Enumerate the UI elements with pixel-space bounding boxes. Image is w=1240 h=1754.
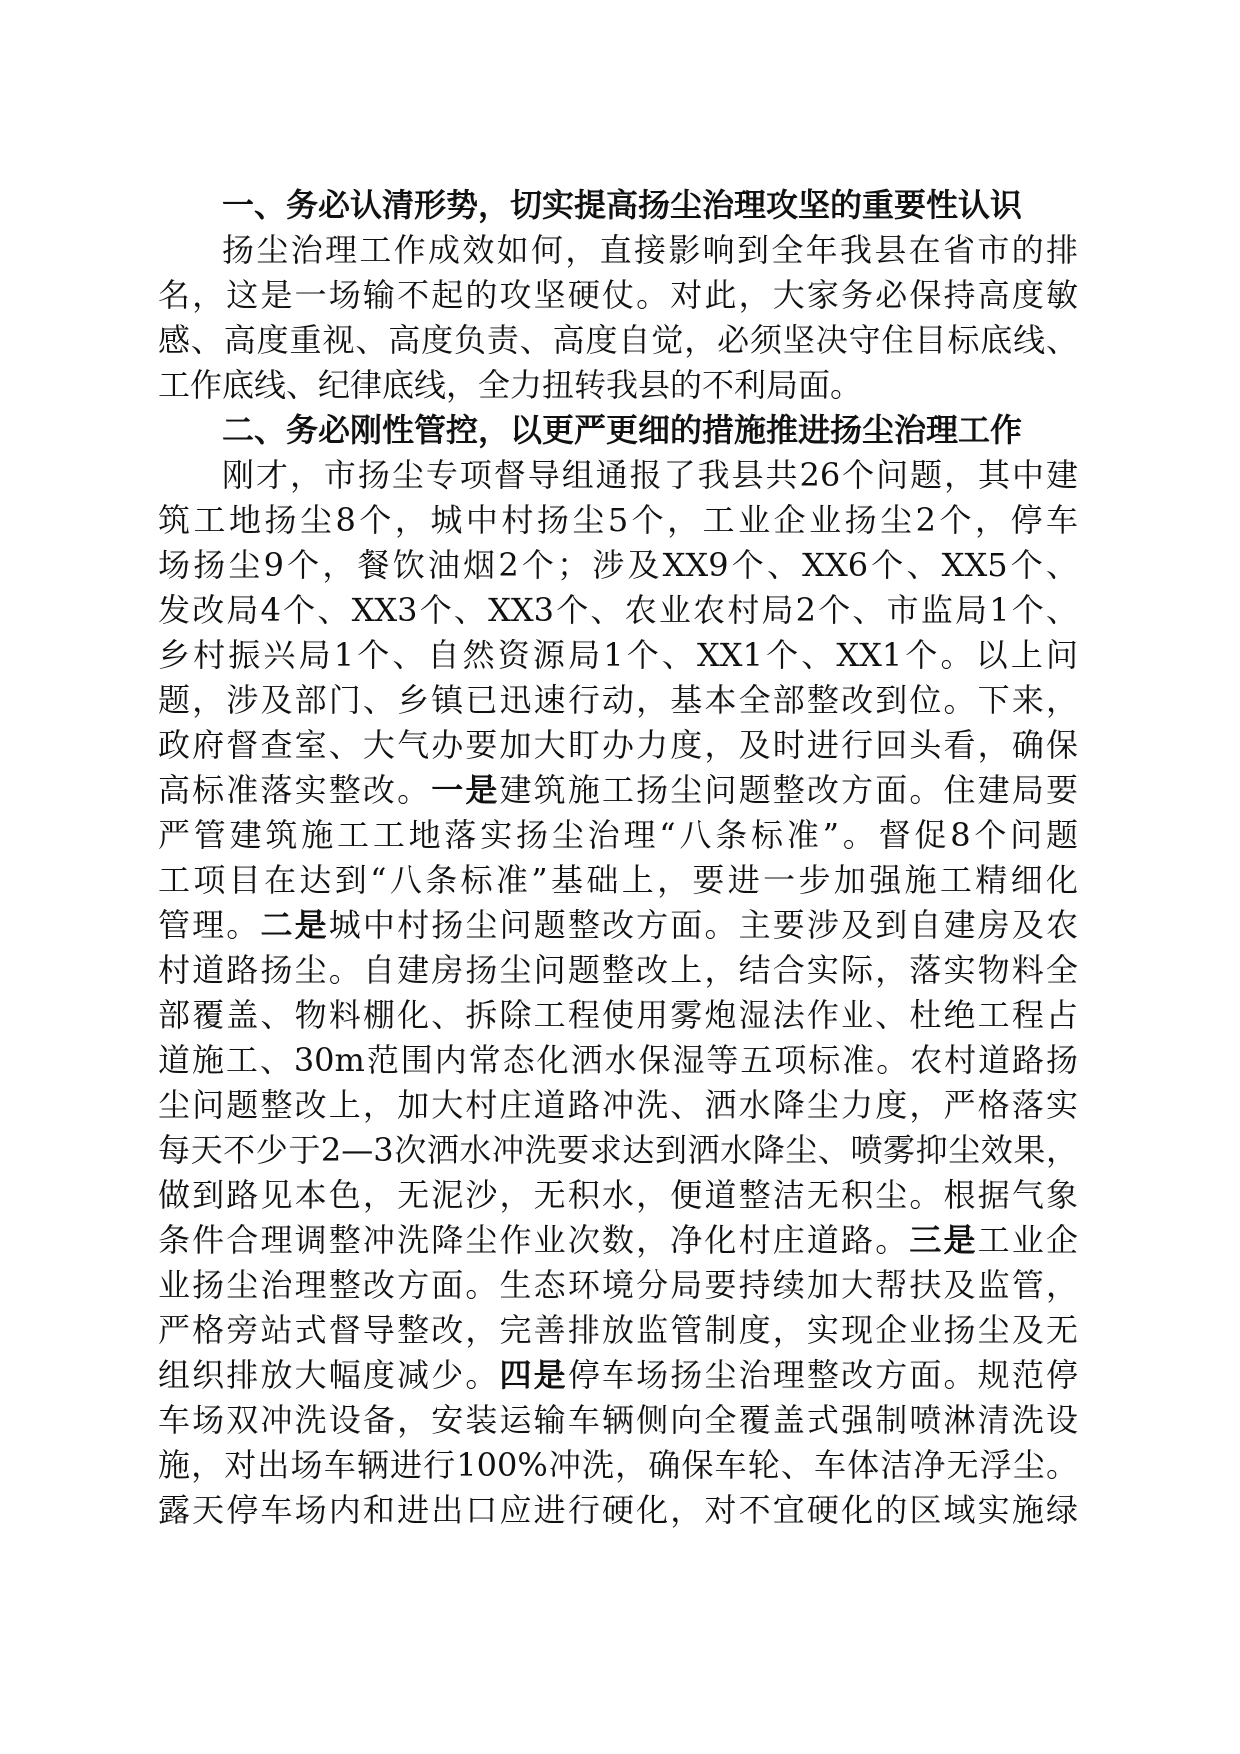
paragraph-2-line: 刚才，市扬尘专项督导组通报了我县共26个问题，其中建 (222, 456, 1078, 494)
paragraph-2-line (158, 1355, 1078, 1395)
paragraph-2-line: 政府督查室、大气办要加大盯办力度，及时进行回头看，确保 (158, 726, 1078, 764)
line-text: 条件合理调整冲洗降尘作业次数，净化村庄道路。 (158, 1221, 910, 1259)
paragraph-1-line: 扬尘治理工作成效如何，直接影响到全年我县在省市的排 (222, 231, 1078, 269)
item-marker-1: 一是 (431, 771, 500, 809)
paragraph-2-line: 乡村振兴局1个、自然资源局1个、XX1个、XX1个。以上问 (158, 636, 1078, 674)
item-marker-4: 四是 (499, 1356, 568, 1394)
section-heading-1: 一、务必认清形势，切实提高扬尘治理攻坚的重要性认识 (222, 186, 1023, 224)
paragraph-2-line: 做到路见本色，无泥沙，无积水，便道整洁无积尘。根据气象 (158, 1176, 1078, 1214)
paragraph-2-line: 题，涉及部门、乡镇已迅速行动，基本全部整改到位。下来， (158, 681, 1078, 719)
paragraph-2-line: 业扬尘治理整改方面。生态环境分局要持续加大帮扶及监管， (158, 1266, 1078, 1304)
paragraph-2-line: 每天不少于2—3次洒水冲洗要求达到洒水降尘、喷雾抑尘效果， (158, 1131, 1078, 1169)
section-heading-2: 二、务必刚性管控，以更严更细的措施推进扬尘治理工作 (222, 411, 1023, 449)
line-text: 高标准落实整改。 (158, 771, 432, 809)
paragraph-2-line: 场扬尘9个，餐饮油烟2个；涉及XX9个、XX6个、XX5个、 (158, 546, 1078, 584)
line-text: 城中村扬尘问题整改方面。主要涉及到自建房及农 (328, 906, 1078, 944)
paragraph-1-line: 工作底线、纪律底线，全力扭转我县的不利局面。 (158, 366, 863, 404)
paragraph-2-line: 工项目在达到“八条标准”基础上，要进一步加强施工精细化 (158, 861, 1078, 899)
paragraph-2-line: 严格旁站式督导整改，完善排放监管制度，实现企业扬尘及无 (158, 1311, 1078, 1349)
line-text: 管理。 (158, 906, 261, 944)
paragraph-1-line: 名，这是一场输不起的攻坚硬仗。对此，大家务必保持高度敏 (158, 276, 1078, 314)
paragraph-2-line: 道施工、30m范围内常态化洒水保湿等五项标准。农村道路扬 (158, 1041, 1078, 1079)
paragraph-2-line: 部覆盖、物料棚化、拆除工程使用雾炮湿法作业、杜绝工程占 (158, 996, 1078, 1034)
paragraph-1-line: 感、高度重视、高度负责、高度自觉，必须坚决守住目标底线、 (158, 321, 1078, 359)
item-marker-3: 三是 (909, 1221, 978, 1259)
paragraph-2-line (158, 1220, 1078, 1260)
paragraph-2-line: 筑工地扬尘8个，城中村扬尘5个，工业企业扬尘2个，停车 (158, 501, 1078, 539)
line-text: 工业企 (977, 1221, 1078, 1259)
paragraph-2-line: 村道路扬尘。自建房扬尘问题整改上，结合实际，落实物料全 (158, 951, 1078, 989)
line-text: 停车场扬尘治理整改方面。规范停 (567, 1356, 1078, 1394)
paragraph-2-line: 施，对出场车辆进行100%冲洗，确保车轮、车体洁净无浮尘。 (158, 1446, 1078, 1484)
paragraph-2-line (158, 770, 1078, 810)
line-text: 组织排放大幅度减少。 (158, 1356, 500, 1394)
paragraph-2-line: 露天停车场内和进出口应进行硬化，对不宜硬化的区域实施绿 (158, 1491, 1078, 1529)
paragraph-2-line (158, 905, 1078, 945)
paragraph-2-line: 尘问题整改上，加大村庄道路冲洗、洒水降尘力度，严格落实 (158, 1086, 1078, 1124)
paragraph-2-line: 严管建筑施工工地落实扬尘治理“八条标准”。督促8个问题 (158, 816, 1078, 854)
paragraph-2-line: 车场双冲洗设备，安装运输车辆侧向全覆盖式强制喷淋清洗设 (158, 1401, 1078, 1439)
item-marker-2: 二是 (260, 906, 329, 944)
line-text: 建筑施工扬尘问题整改方面。住建局要 (499, 771, 1078, 809)
paragraph-2-line: 发改局4个、XX3个、XX3个、农业农村局2个、市监局1个、 (158, 591, 1078, 629)
